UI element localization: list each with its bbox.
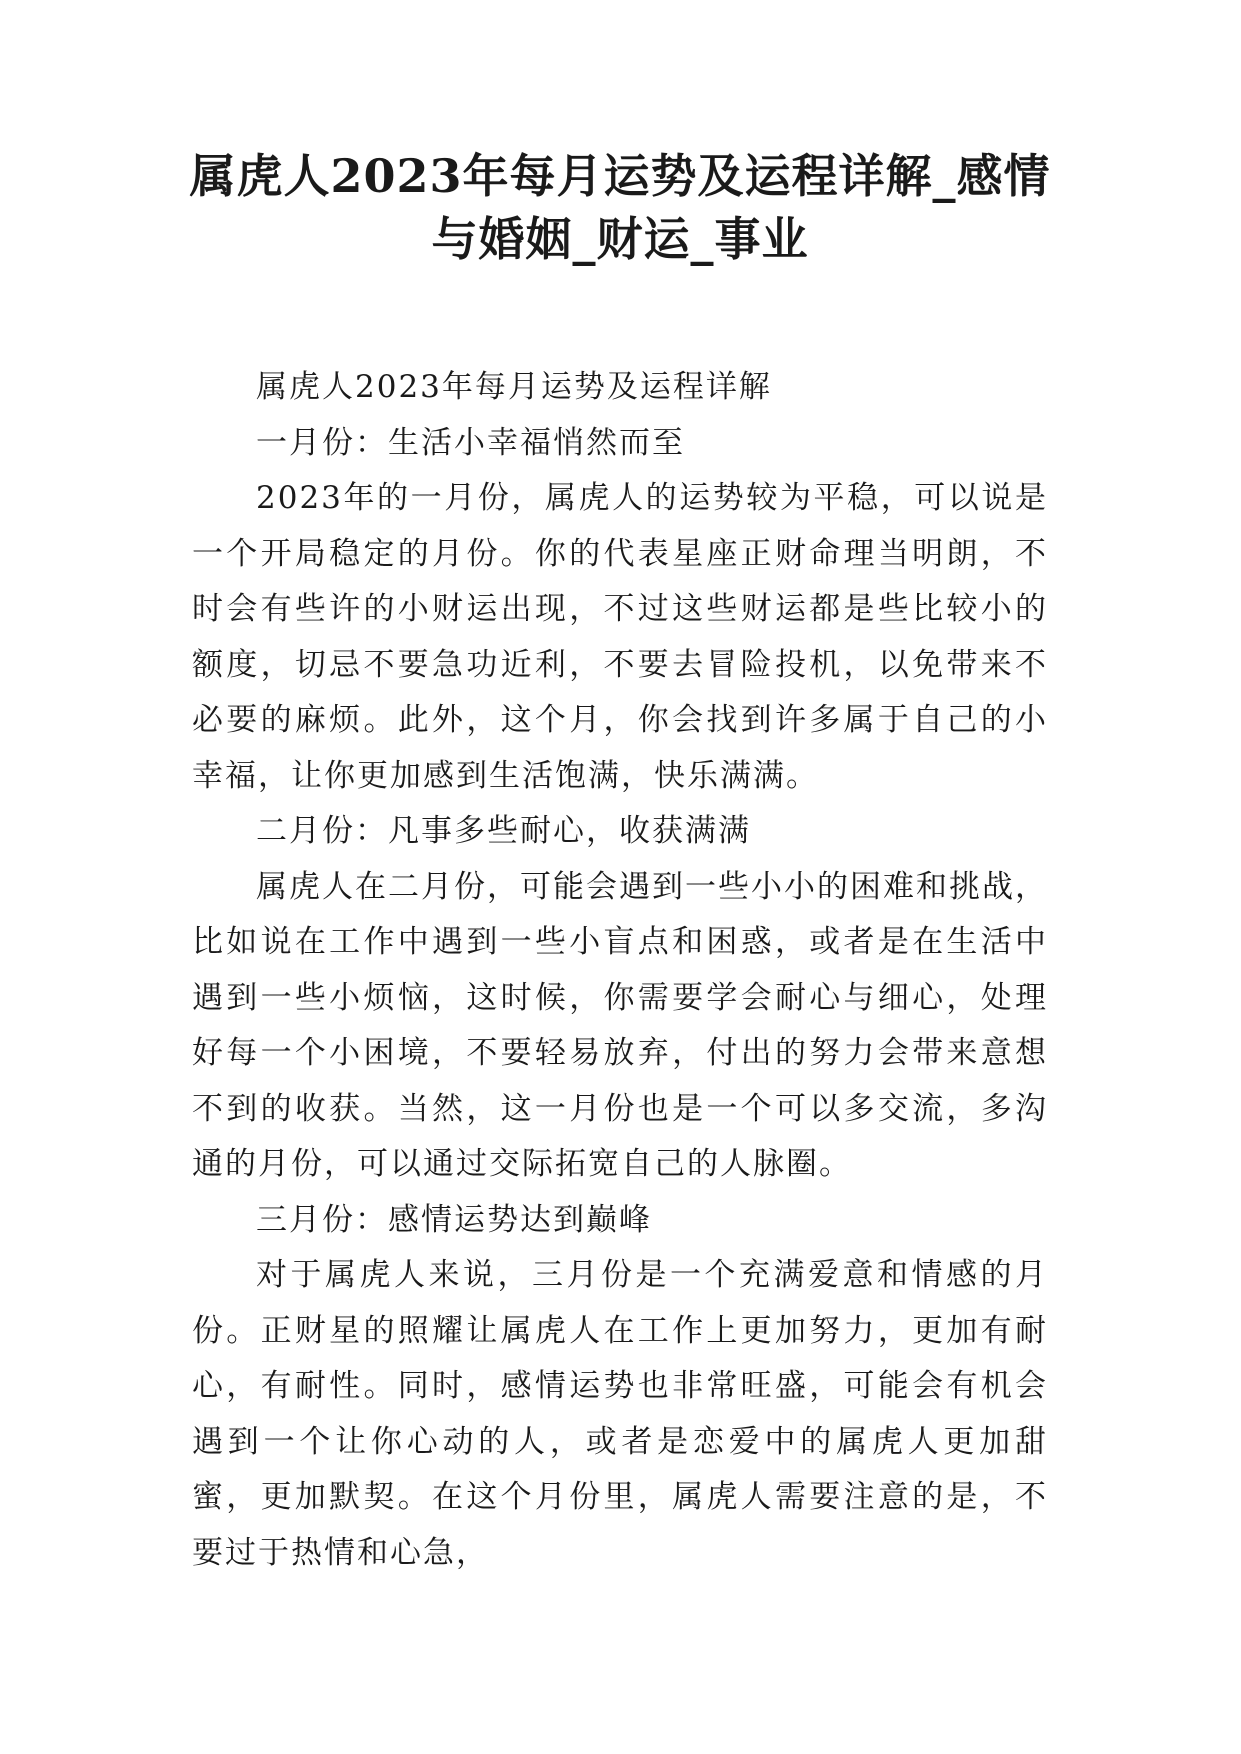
month-heading-january: 一月份：生活小幸福悄然而至 [256,424,685,461]
section-heading: 属虎人2023年每月运势及运程详解 [256,369,772,405]
document-title: 属虎人2023年每月运势及运程详解_感情与婚姻_财运_事业 [189,149,1051,266]
paragraph-january: 2023年的一月份，属虎人的运势较为平稳，可以说是一个开局稳定的月份。你的代表星座正财命理当明朗，不时会有些许的小财运出现，不过这些财运都是些比较小的额度，切忌不要急功近利，不要去冒险投机，以免带来不必要的麻烦。此外，这个月，你会找到许多属于自己的小幸福，让你更加感到生活饱满，快乐满满。 [192,480,1048,794]
document-body [192,360,1048,1581]
paragraph-march: 对于属虎人来说，三月份是一个充满爱意和情感的月份。正财星的照耀让属虎人在工作上更加努力，更加有耐心，有耐性。同时，感情运势也非常旺盛，可能会有机会遇到一个让你心动的人，或者是恋爱中的属虎人更加甜蜜，更加默契。在这个月份里，属虎人需要注意的是，不要过于热情和心急， [192,1257,1048,1571]
paragraph-february: 属虎人在二月份，可能会遇到一些小小的困难和挑战，比如说在工作中遇到一些小盲点和困惑，或者是在生活中遇到一些小烦恼，这时候，你需要学会耐心与细心，处理好每一个小困境，不要轻易放弃，付出的努力会带来意想不到的收获。当然，这一月份也是一个可以多交流，多沟通的月份，可以通过交际拓宽自己的人脉圈。 [192,868,1048,1182]
month-heading-february: 二月份：凡事多些耐心，收获满满 [256,813,751,849]
month-heading-march: 三月份：感情运势达到巅峰 [256,1201,652,1238]
